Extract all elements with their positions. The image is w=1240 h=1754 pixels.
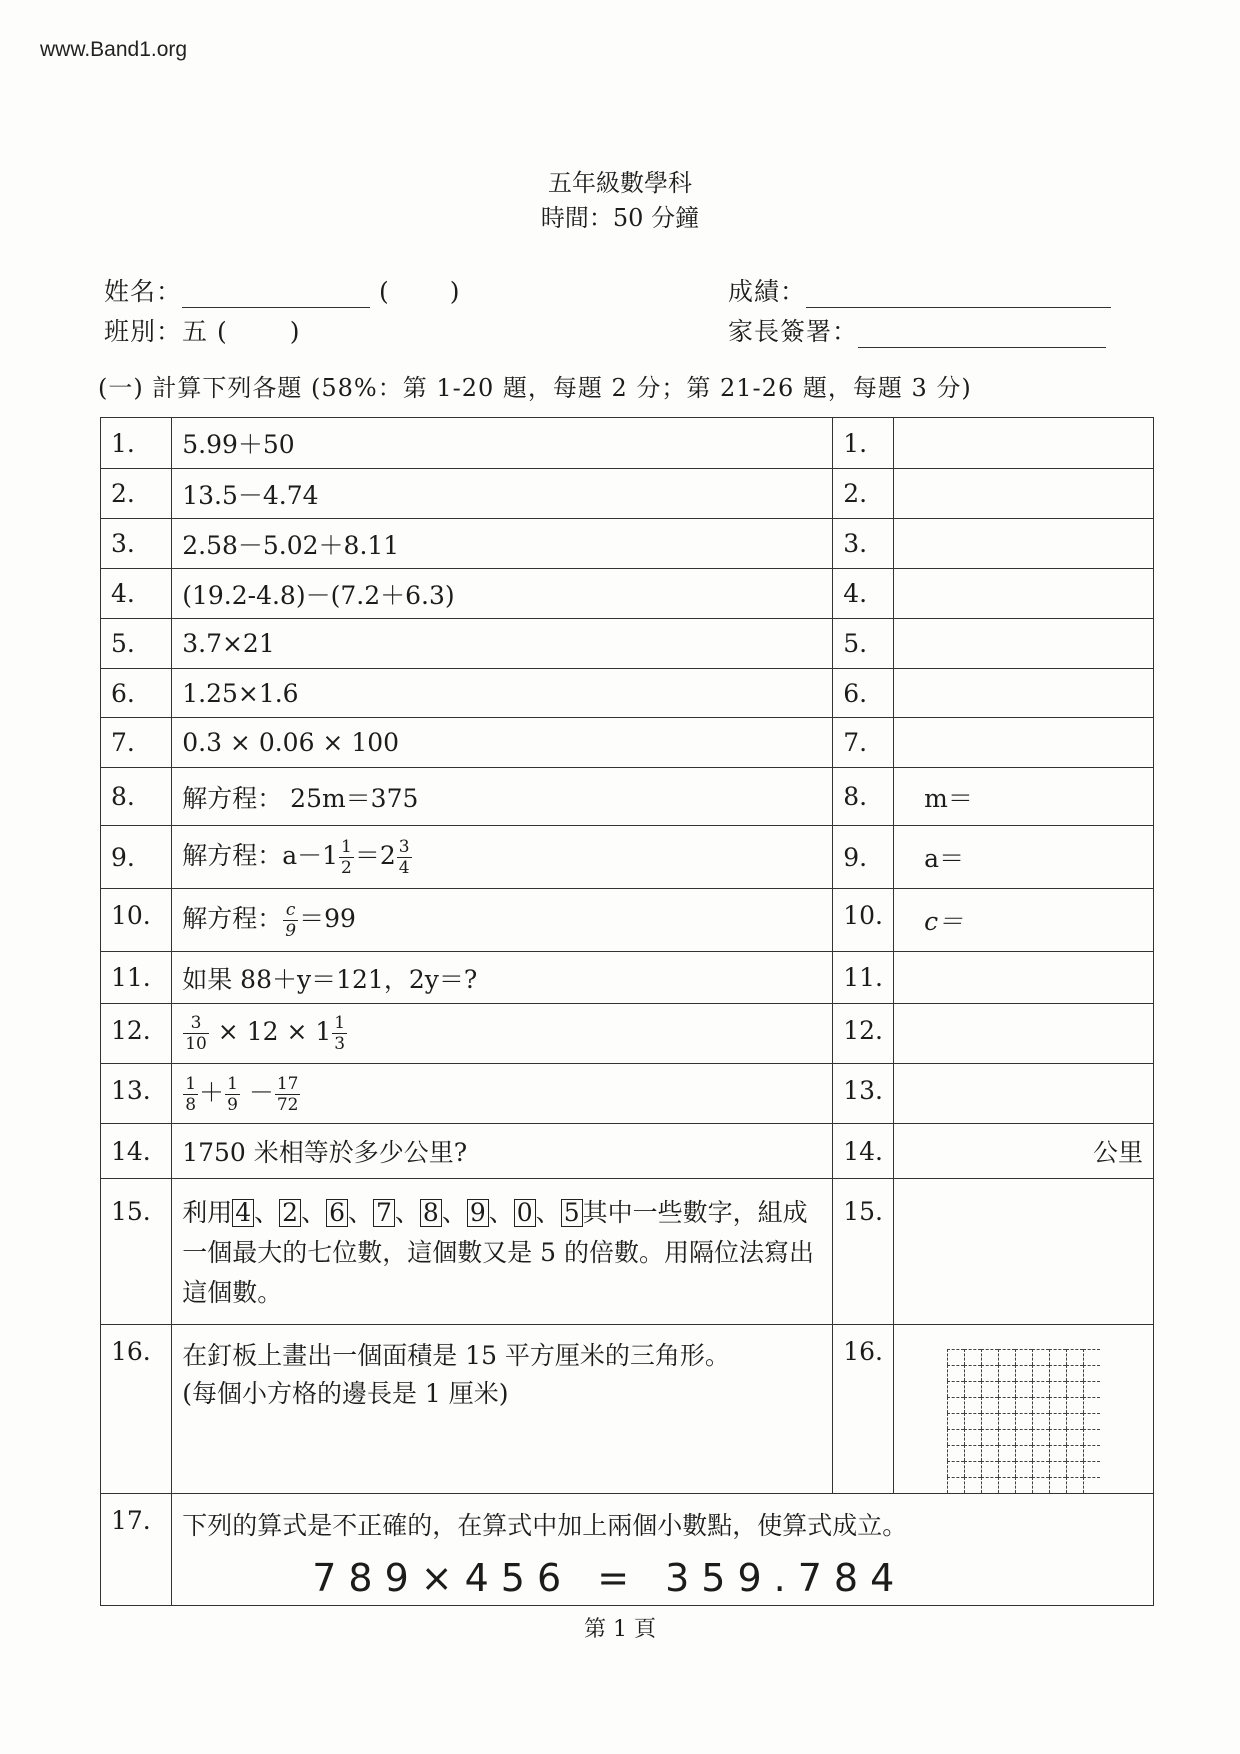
numerator: 1 xyxy=(185,1073,197,1094)
answer-cell[interactable] xyxy=(894,1064,1154,1124)
answer-cell[interactable] xyxy=(894,569,1154,619)
question-pre: 利用 xyxy=(182,1198,233,1227)
question-text xyxy=(172,1325,833,1494)
denominator: 72 xyxy=(276,1094,299,1115)
question-number: 6. xyxy=(101,669,172,718)
separator: 、 xyxy=(535,1198,561,1227)
site-url[interactable]: www.Band1.org xyxy=(40,38,188,61)
digit-box: 6 xyxy=(326,1199,348,1227)
question-text: (19.2-4.8)－(7.2＋6.3) xyxy=(172,569,833,619)
table-row xyxy=(101,569,1154,619)
answer-number: 5. xyxy=(833,619,894,669)
answer-cell[interactable] xyxy=(894,519,1154,569)
numerator: 1 xyxy=(227,1073,238,1094)
answer-cell[interactable] xyxy=(894,469,1154,519)
numerator: 17 xyxy=(276,1073,299,1094)
question-number: 1. xyxy=(101,418,172,469)
table-row xyxy=(101,1494,1154,1606)
question-number: 16. xyxy=(101,1325,172,1494)
score-field xyxy=(728,272,1111,308)
answer-cell[interactable]: 公里 xyxy=(894,1124,1154,1179)
answer-number: 4. xyxy=(833,569,894,619)
answer-number: 11. xyxy=(833,952,894,1004)
denominator: 10 xyxy=(185,1034,207,1054)
denominator: 9 xyxy=(227,1094,238,1115)
question-text: 解方程： 25m＝375 xyxy=(172,768,833,826)
answer-number: 13. xyxy=(833,1064,894,1124)
table-row xyxy=(101,768,1154,826)
question-number: 8. xyxy=(101,768,172,826)
answer-cell[interactable] xyxy=(894,619,1154,669)
parent-sign-blank[interactable] xyxy=(858,321,1106,348)
name-field: 姓名： ( ) xyxy=(104,277,461,306)
question-text xyxy=(172,1064,833,1124)
fraction xyxy=(225,1074,240,1115)
question-line: 在釘板上畫出一個面積是 15 平方厘米的三角形。 xyxy=(182,1341,730,1370)
exam-time: 時間：50 分鐘 xyxy=(540,204,700,232)
pegboard-grid[interactable] xyxy=(947,1349,1100,1493)
numerator: 1 xyxy=(341,837,352,857)
answer-number: 6. xyxy=(833,669,894,718)
question-post: 其中一些數字，組成一個最大的七位數，這個數又是 5 的倍數。用隔位法寫出這個數。 xyxy=(182,1198,815,1307)
answer-cell[interactable]: a＝ xyxy=(894,826,1154,889)
question-number: 9. xyxy=(101,826,172,889)
denominator: 2 xyxy=(341,858,352,878)
question-text: 如果 88＋y＝121，2y＝? xyxy=(172,952,833,1004)
table-row xyxy=(101,952,1154,1004)
question-number: 12. xyxy=(101,1004,172,1064)
fraction xyxy=(397,837,412,878)
table-row xyxy=(101,519,1154,569)
question-text: 1750 米相等於多少公里? xyxy=(172,1124,833,1179)
fraction xyxy=(332,1013,347,1054)
fraction xyxy=(339,837,354,878)
separator: 、 xyxy=(441,1198,467,1227)
denominator: 9 xyxy=(285,921,297,941)
answer-number: 14. xyxy=(833,1124,894,1179)
question-number: 17. xyxy=(101,1494,172,1606)
question-mid: ＝2 xyxy=(354,841,396,870)
operator: － xyxy=(240,1077,274,1107)
question-text: 13.5－4.74 xyxy=(172,469,833,519)
section-heading: (一) 計算下列各題 (58%：第 1-20 題，每題 2 分；第 21-26 題，每題 3 分) xyxy=(98,374,972,402)
answer-number: 15. xyxy=(833,1179,894,1325)
question-text: 0.3 × 0.06 × 100 xyxy=(172,718,833,768)
name-label: 姓名： xyxy=(104,277,183,306)
question-number: 7. xyxy=(101,718,172,768)
table-row xyxy=(101,826,1154,889)
answer-number: 3. xyxy=(833,519,894,569)
fraction xyxy=(183,1013,209,1054)
question-number: 14. xyxy=(101,1124,172,1179)
table-row xyxy=(101,469,1154,519)
table-row xyxy=(101,418,1154,469)
answer-cell[interactable] xyxy=(894,1325,1154,1494)
table-row xyxy=(101,1064,1154,1124)
answer-number: 2. xyxy=(833,469,894,519)
answer-cell[interactable] xyxy=(894,669,1154,718)
question-line: (每個小方格的邊長是 1 厘米) xyxy=(182,1379,509,1408)
question-number: 4. xyxy=(101,569,172,619)
question-suffix: ＝99 xyxy=(299,904,356,933)
denominator: 3 xyxy=(334,1034,346,1054)
answer-cell[interactable] xyxy=(894,1179,1154,1325)
separator: 、 xyxy=(254,1198,280,1227)
denominator: 4 xyxy=(398,858,410,878)
question-number: 11. xyxy=(101,952,172,1004)
exam-title: 五年級數學科 xyxy=(548,169,692,197)
answer-number: 10. xyxy=(833,889,894,952)
answer-number: 8. xyxy=(833,768,894,826)
question-prefix: 解方程：a－1 xyxy=(182,841,339,870)
table-row xyxy=(101,889,1154,952)
table-row xyxy=(101,1004,1154,1064)
question-number: 2. xyxy=(101,469,172,519)
numerator: 3 xyxy=(398,837,410,857)
question-number: 5. xyxy=(101,619,172,669)
table-row xyxy=(101,718,1154,768)
question-text xyxy=(172,1004,833,1064)
parent-sign-field xyxy=(728,312,1106,348)
question-text xyxy=(172,826,833,889)
parent-sign-label: 家長簽署： xyxy=(728,317,859,346)
separator: 、 xyxy=(301,1198,327,1227)
question-text: 5.99＋50 xyxy=(172,418,833,469)
table-row xyxy=(101,1179,1154,1325)
class-field: 班別：五 ( ) xyxy=(104,317,301,346)
answer-cell[interactable] xyxy=(894,718,1154,768)
table-row xyxy=(101,1124,1154,1179)
question-number: 13. xyxy=(101,1064,172,1124)
numerator: c xyxy=(283,900,298,921)
answer-number: 9. xyxy=(833,826,894,889)
question-line: 下列的算式是不正確的，在算式中加上兩個小數點，使算式成立。 xyxy=(182,1511,908,1540)
digit-box: 2 xyxy=(279,1199,301,1227)
numerator: 3 xyxy=(183,1013,209,1034)
answer-cell[interactable]: m＝ xyxy=(894,768,1154,826)
question-mid: × 12 × 1 xyxy=(209,1017,332,1046)
score-label: 成績： xyxy=(728,277,807,306)
question-number: 10. xyxy=(101,889,172,952)
digit-box: 4 xyxy=(232,1199,254,1227)
name-blank[interactable] xyxy=(182,281,370,308)
answer-cell[interactable]: c＝ xyxy=(894,889,1154,952)
answer-number: 7. xyxy=(833,718,894,768)
digit-box: 9 xyxy=(467,1199,489,1227)
answer-number: 1. xyxy=(833,418,894,469)
fraction xyxy=(283,900,298,941)
class-label: 班別：五 ( xyxy=(104,317,228,346)
digit-box: 5 xyxy=(561,1199,583,1227)
question-table xyxy=(100,417,1154,1606)
separator: 、 xyxy=(347,1198,373,1227)
table-row xyxy=(101,1325,1154,1494)
question-text xyxy=(172,1494,1154,1606)
fraction xyxy=(183,1074,198,1115)
fraction xyxy=(275,1074,301,1115)
table-row xyxy=(101,619,1154,669)
question-number: 15. xyxy=(101,1179,172,1325)
question-text: 1.25×1.6 xyxy=(172,669,833,718)
table-row xyxy=(101,669,1154,718)
page-number: 第 1 頁 xyxy=(584,1617,656,1642)
question-text: 3.7×21 xyxy=(172,619,833,669)
separator: 、 xyxy=(488,1198,514,1227)
digit-box: 0 xyxy=(514,1199,536,1227)
question-text xyxy=(172,889,833,952)
operator: ＋ xyxy=(199,1077,225,1107)
answer-cell[interactable] xyxy=(894,952,1154,1004)
answer-cell[interactable] xyxy=(894,1004,1154,1064)
separator: 、 xyxy=(394,1198,420,1227)
question-text: 2.58－5.02＋8.11 xyxy=(172,519,833,569)
answer-cell[interactable] xyxy=(894,418,1154,469)
question-prefix: 解方程： xyxy=(182,904,283,933)
denominator: 8 xyxy=(185,1094,197,1115)
question-text xyxy=(172,1179,833,1325)
numerator: 1 xyxy=(334,1013,346,1033)
score-blank[interactable] xyxy=(806,281,1111,308)
question-number: 3. xyxy=(101,519,172,569)
equation: 789×456 = 359.784 xyxy=(312,1556,907,1600)
answer-number: 12. xyxy=(833,1004,894,1064)
digit-box: 7 xyxy=(373,1199,395,1227)
answer-number: 16. xyxy=(833,1325,894,1494)
digit-box: 8 xyxy=(420,1199,442,1227)
